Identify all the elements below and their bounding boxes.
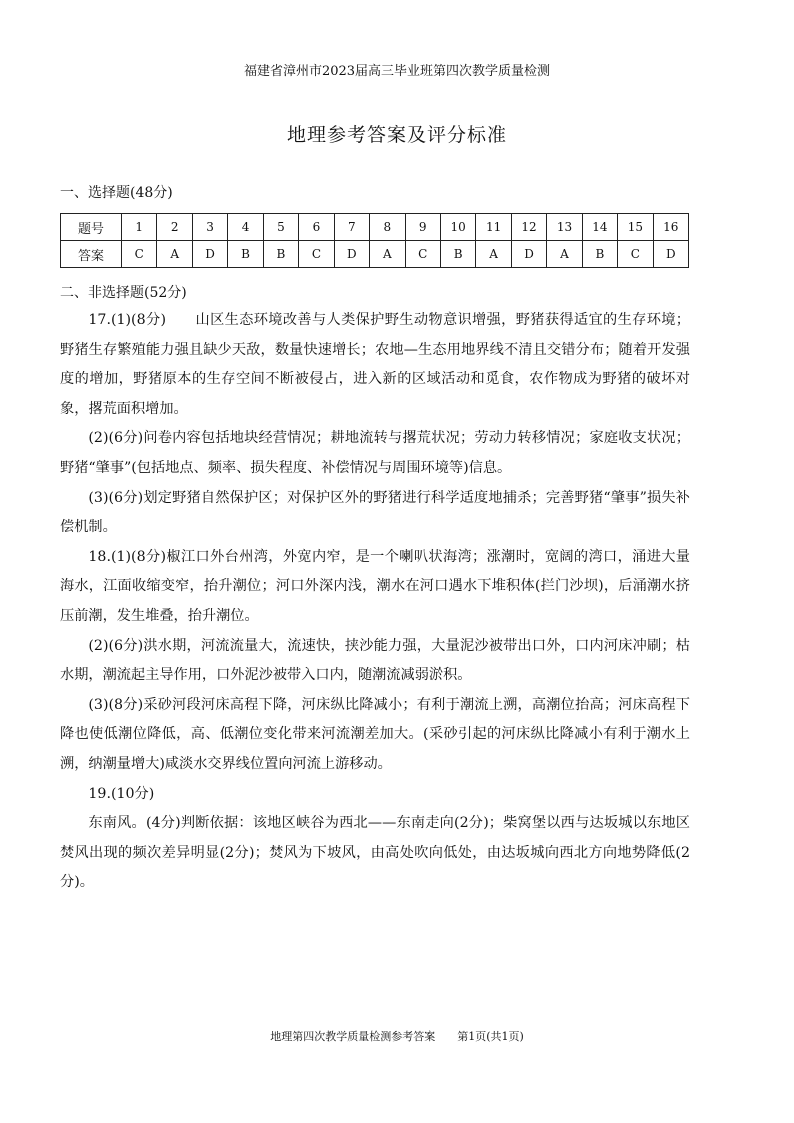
page-footer: 地理第四次教学质量检测参考答案 第1页(共1页)	[270, 1030, 524, 1043]
question-number-cell: 3	[192, 214, 227, 241]
question-number-cell: 2	[157, 214, 192, 241]
answer-cell: A	[547, 241, 582, 268]
answer-cell: B	[582, 241, 617, 268]
row-label-answer: 答案	[61, 241, 122, 268]
page-title: 地理参考答案及评分标准	[286, 124, 507, 146]
answer-cell: D	[511, 241, 546, 268]
question-number-cell: 6	[299, 214, 334, 241]
answer-table	[60, 213, 689, 268]
answer-cell: D	[653, 241, 688, 268]
row-label-question-number: 题号	[61, 214, 122, 241]
question-number-cell: 7	[334, 214, 369, 241]
answer-cell: C	[405, 241, 440, 268]
question-number-cell: 16	[653, 214, 688, 241]
answer-paragraph: 17.(1)(8分) 山区生态环境改善与人类保护野生动物意识增强，野猪获得适宜的生存环境；野猪生存繁殖能力强且缺少天敌，数量快速增长；农地—生态用地界线不清且交错分布；随着开发强度的增加，野猪原本的生存空间不断被侵占，进入新的区域活动和觅食，农作物成为野猪的破坏对象，撂荒面积增加。	[60, 312, 690, 417]
answer-paragraph: 东南风。(4分)判断依据：该地区峡谷为西北——东南走向(2分)；柴窝堡以西与达坂城以东地区焚风出现的频次差异明显(2分)；焚风为下坡风，由高处吹向低处，由达坂城向西北方向地势降低(2分)。	[60, 815, 690, 891]
question-number-cell: 11	[476, 214, 511, 241]
answer-paragraph: 18.(1)(8分)椒江口外台州湾，外宽内窄，是一个喇叭状海湾；涨潮时，宽阔的湾口，涌进大量海水，江面收缩变窄，抬升潮位；河口外深内浅，潮水在河口遇水下堆积体(拦门沙坝)，后涌潮水挤压前潮，发生堆叠，抬升潮位。	[60, 548, 690, 624]
answer-cell: A	[476, 241, 511, 268]
answer-cell: C	[618, 241, 653, 268]
question-number-cell: 5	[263, 214, 298, 241]
answer-cell: B	[263, 241, 298, 268]
answer-cell: A	[370, 241, 405, 268]
question-number-cell: 13	[547, 214, 582, 241]
section-heading-choice: 一、选择题(48分)	[60, 185, 173, 201]
answer-paragraph: 19.(10分)	[88, 785, 155, 802]
question-number-cell: 14	[582, 214, 617, 241]
answer-cell: D	[192, 241, 227, 268]
question-number-cell: 8	[370, 214, 405, 241]
question-number-cell: 9	[405, 214, 440, 241]
question-number-cell: 4	[228, 214, 263, 241]
question-number-cell: 10	[440, 214, 475, 241]
answer-paragraph: (3)(6分)划定野猪自然保护区；对保护区外的野猪进行科学适度地捕杀；完善野猪“肇事”损失补偿机制。	[60, 489, 690, 536]
answer-cell: C	[299, 241, 334, 268]
question-number-row	[61, 214, 689, 241]
exam-header: 福建省漳州市2023届高三毕业班第四次教学质量检测	[243, 64, 551, 79]
answer-cell: A	[157, 241, 192, 268]
answer-cell: B	[440, 241, 475, 268]
question-number-cell: 1	[122, 214, 157, 241]
answer-cell: C	[122, 241, 157, 268]
question-number-cell: 12	[511, 214, 546, 241]
answer-body	[60, 306, 690, 898]
section-heading-nonchoice: 二、非选择题(52分)	[60, 285, 187, 301]
answer-cell: B	[228, 241, 263, 268]
answer-paragraph: (3)(8分)采砂河段河床高程下降，河床纵比降减小；有利于潮流上溯，高潮位抬高；河床高程下降也使低潮位降低，高、低潮位变化带来河流潮差加大。(采砂引起的河床纵比降减小有利于潮水上溯，纳潮量增大)咸淡水交界线位置向河流上游移动。	[60, 696, 690, 772]
answer-row	[61, 241, 689, 268]
answer-cell: D	[334, 241, 369, 268]
answer-paragraph: (2)(6分)问卷内容包括地块经营情况；耕地流转与撂荒状况；劳动力转移情况；家庭收支状况；野猪“肇事”(包括地点、频率、损失程度、补偿情况与周围环境等)信息。	[60, 430, 690, 476]
answer-paragraph: (2)(6分)洪水期，河流流量大，流速快，挟沙能力强，大量泥沙被带出口外，口内河床冲刷；枯水期，潮流起主导作用，口外泥沙被带入口内，随潮流减弱淤积。	[60, 637, 690, 684]
question-number-cell: 15	[618, 214, 653, 241]
